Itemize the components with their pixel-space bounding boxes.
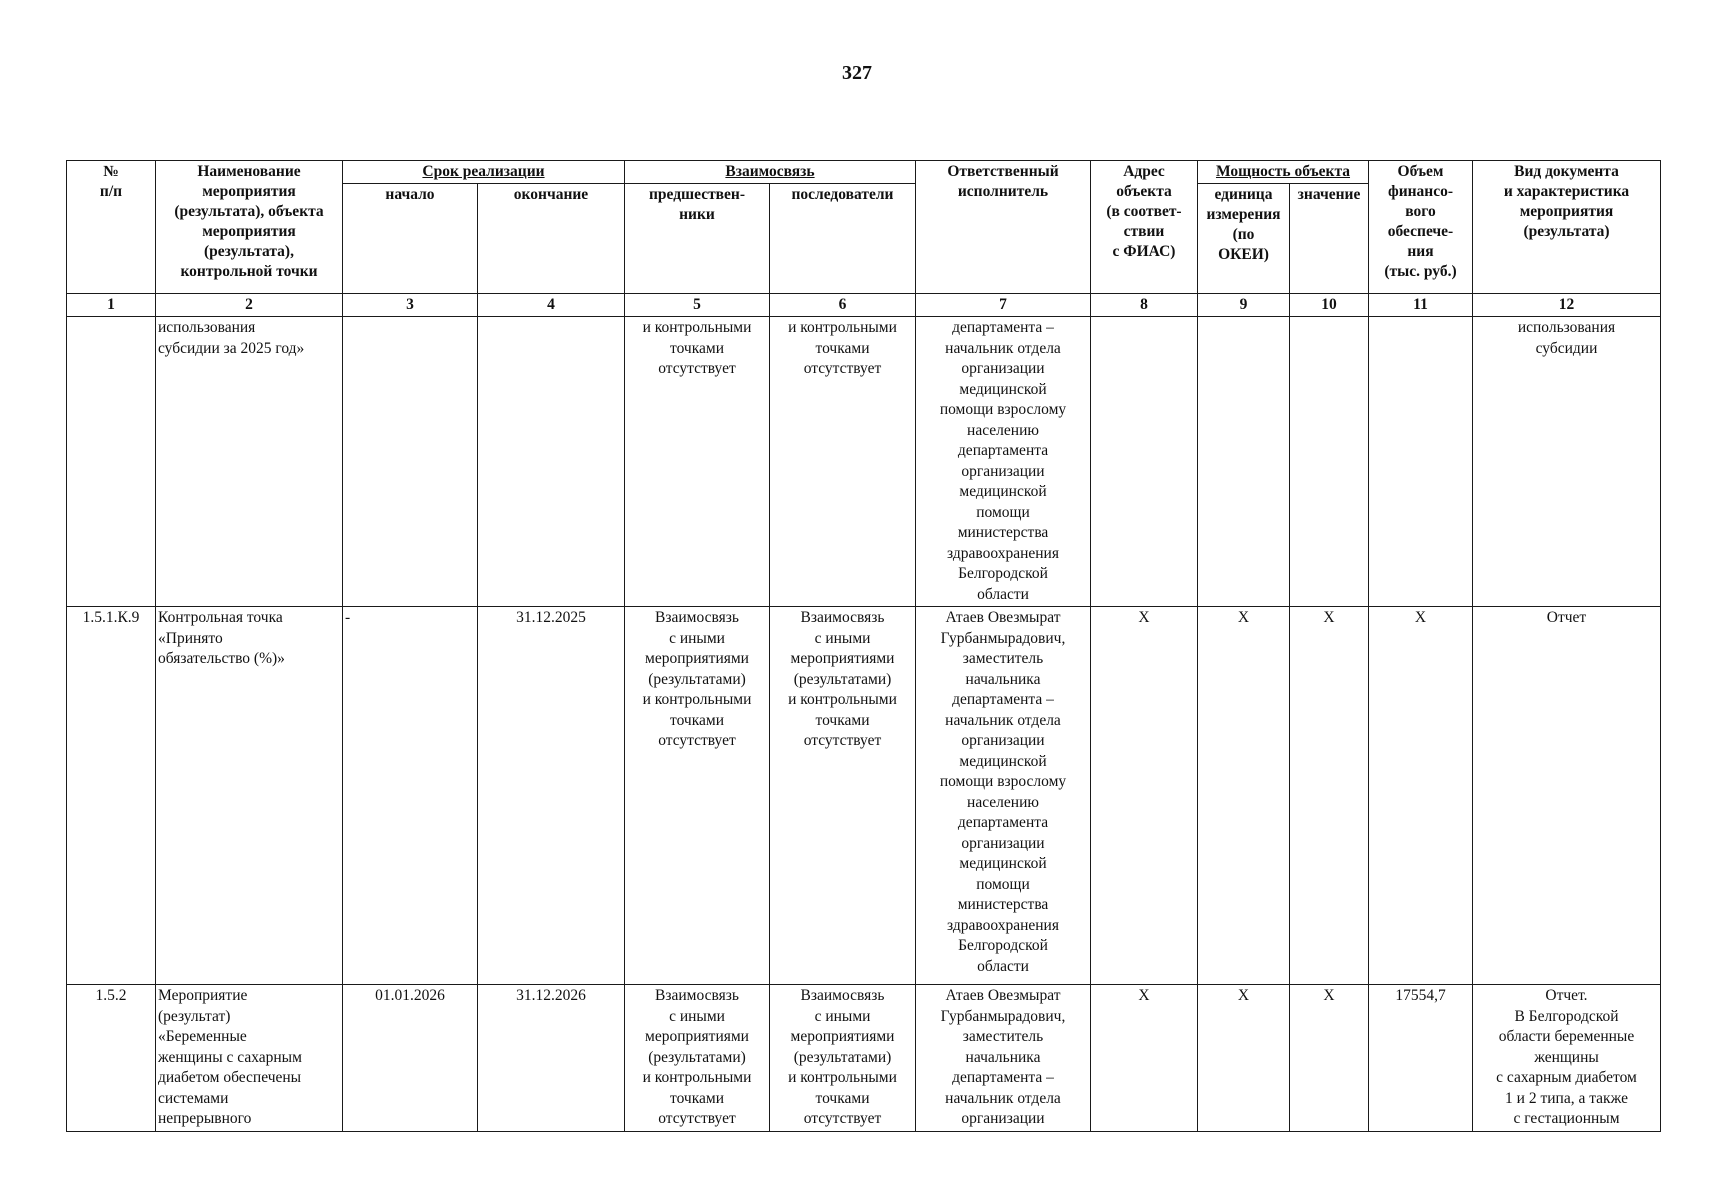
column-number: 4	[478, 294, 625, 317]
column-number: 12	[1473, 294, 1661, 317]
row-doc: Отчет. В Белгородской области беременные женщины с сахарным диабетом 1 и 2 типа, а также с гестационным	[1473, 985, 1661, 1132]
row-pred: Взаимосвязь с иными мероприятиями (результатами) и контрольными точками отсутствует	[625, 985, 770, 1132]
row-finance: Х	[1369, 607, 1473, 985]
row-address: Х	[1091, 985, 1198, 1132]
header-doc-type: Вид документа и характеристика мероприятия (результата)	[1473, 161, 1661, 294]
table-row	[67, 985, 1661, 1132]
page-number: 327	[842, 62, 872, 84]
row-value: Х	[1290, 607, 1369, 985]
row-end: 31.12.2026	[478, 985, 625, 1132]
row-pred: и контрольными точками отсутствует	[625, 317, 770, 607]
column-number: 1	[67, 294, 156, 317]
column-number: 3	[343, 294, 478, 317]
column-number: 2	[156, 294, 343, 317]
header-name: Наименование мероприятия (результата), объекта мероприятия (результата), контрольной точки	[156, 161, 343, 294]
row-pred: Взаимосвязь с иными мероприятиями (результатами) и контрольными точками отсутствует	[625, 607, 770, 985]
row-address: Х	[1091, 607, 1198, 985]
row-num: 1.5.1.К.9	[67, 607, 156, 985]
column-number: 10	[1290, 294, 1369, 317]
row-succ: Взаимосвязь с иными мероприятиями (результатами) и контрольными точками отсутствует	[770, 607, 916, 985]
row-value	[1290, 317, 1369, 607]
row-unit: Х	[1198, 985, 1290, 1132]
row-finance	[1369, 317, 1473, 607]
column-number: 5	[625, 294, 770, 317]
row-name: Мероприятие (результат) «Беременные женщины с сахарным диабетом обеспечены системами непрерывного	[156, 985, 343, 1132]
header-term: Срок реализации	[343, 161, 625, 184]
header-finance: Объем финансо- вого обеспече- ния (тыс. руб.)	[1369, 161, 1473, 294]
column-numbers-row	[67, 294, 1661, 317]
row-start: -	[343, 607, 478, 985]
row-finance: 17554,7	[1369, 985, 1473, 1132]
row-start	[343, 317, 478, 607]
row-unit: Х	[1198, 607, 1290, 985]
column-number: 8	[1091, 294, 1198, 317]
column-number: 6	[770, 294, 916, 317]
row-succ: Взаимосвязь с иными мероприятиями (результатами) и контрольными точками отсутствует	[770, 985, 916, 1132]
row-end: 31.12.2025	[478, 607, 625, 985]
table-row	[67, 607, 1661, 985]
header-executor: Ответственный исполнитель	[916, 161, 1091, 294]
header-row-1	[67, 161, 1661, 184]
header-term-end: окончание	[478, 184, 625, 294]
row-address	[1091, 317, 1198, 607]
header-relation-pred: предшествен- ники	[625, 184, 770, 294]
header-term-start: начало	[343, 184, 478, 294]
row-executor: Атаев Овезмырат Гурбанмырадович, заместитель начальника департамента – начальник отдела организации	[916, 985, 1091, 1132]
row-num: 1.5.2	[67, 985, 156, 1132]
row-executor: Атаев Овезмырат Гурбанмырадович, заместитель начальника департамента – начальник отдела организации медицинской помощи взрослому населению департамента организации медицинской помощи министерства здравоохранения Белгородской области	[916, 607, 1091, 985]
row-num	[67, 317, 156, 607]
row-unit	[1198, 317, 1290, 607]
row-end	[478, 317, 625, 607]
row-name: Контрольная точка «Принято обязательство (%)»	[156, 607, 343, 985]
header-capacity-unit: единица измерения (по ОКЕИ)	[1198, 184, 1290, 294]
column-number: 7	[916, 294, 1091, 317]
row-doc: использования субсидии	[1473, 317, 1661, 607]
header-relation-succ: последователи	[770, 184, 916, 294]
column-number: 9	[1198, 294, 1290, 317]
row-start: 01.01.2026	[343, 985, 478, 1132]
header-relation: Взаимосвязь	[625, 161, 916, 184]
row-value: Х	[1290, 985, 1369, 1132]
row-executor: департамента – начальник отдела организации медицинской помощи взрослому населению департамента организации медицинской помощи министерства здравоохранения Белгородской области	[916, 317, 1091, 607]
header-num: № п/п	[67, 161, 156, 294]
column-number: 11	[1369, 294, 1473, 317]
activities-table	[66, 160, 1661, 1132]
table-row	[67, 317, 1661, 607]
header-capacity-value: значение	[1290, 184, 1369, 294]
header-address: Адрес объекта (в соответ- ствии с ФИАС)	[1091, 161, 1198, 294]
row-doc: Отчет	[1473, 607, 1661, 985]
header-capacity: Мощность объекта	[1198, 161, 1369, 184]
row-name: использования субсидии за 2025 год»	[156, 317, 343, 607]
row-succ: и контрольными точками отсутствует	[770, 317, 916, 607]
